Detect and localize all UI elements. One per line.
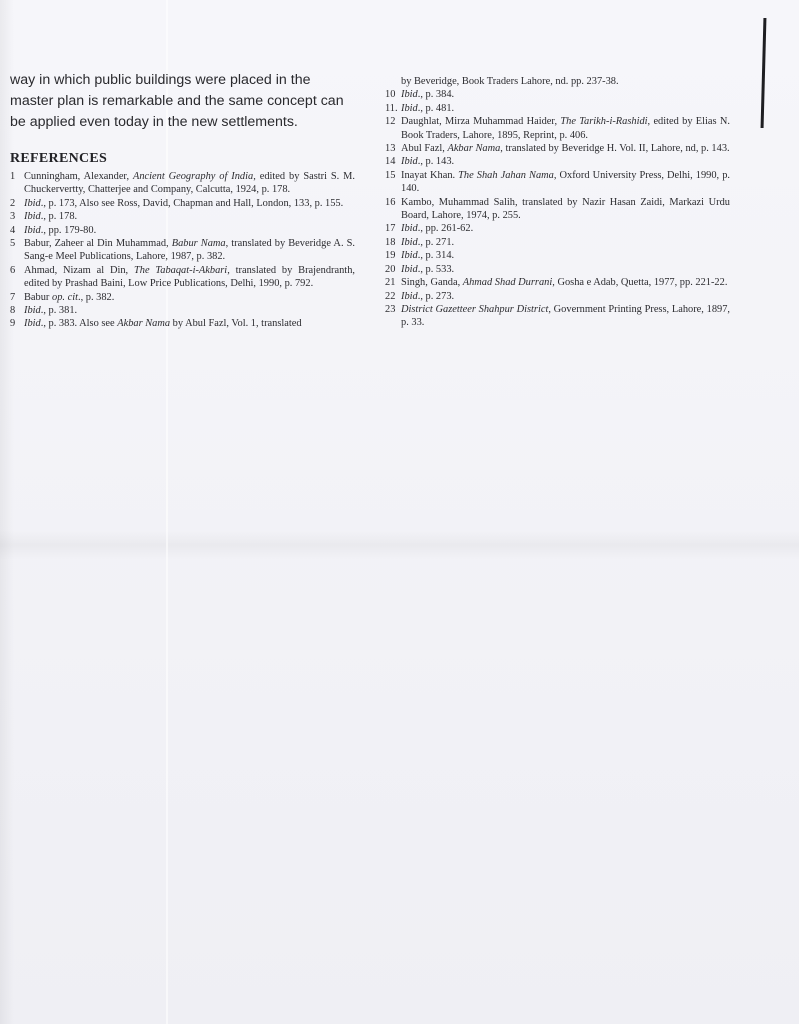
reference-number: 16: [385, 196, 396, 208]
reference-number: 10: [385, 89, 396, 101]
reference-item: [10, 291, 355, 304]
reference-title: Ibid: [401, 156, 418, 168]
reference-item: [385, 236, 730, 249]
reference-text: ., p. 178.: [40, 211, 78, 223]
reference-title: Akbar Nama: [447, 143, 501, 155]
reference-number: 6: [10, 264, 16, 276]
reference-text: Cunningham, Alexander,: [24, 171, 133, 182]
intro-line: way in which public buildings were placed in the: [10, 72, 311, 88]
reference-item: [385, 303, 730, 330]
reference-item: [10, 197, 355, 210]
reference-text: ., pp. 179-80.: [40, 224, 97, 236]
reference-number: 13: [385, 143, 396, 155]
reference-number: 18: [385, 236, 396, 248]
reference-title: Ancient Geography of India: [132, 171, 254, 182]
reference-text: , Oxford University Press, Delhi, 1990, p. 140.: [401, 169, 730, 195]
reference-text: ., p. 143.: [417, 156, 455, 168]
reference-title: Ibid: [401, 290, 418, 302]
reference-text: ., p. 384.: [417, 89, 455, 101]
reference-item: [10, 224, 355, 237]
reference-number: 5: [10, 238, 16, 250]
reference-item: [385, 196, 730, 223]
reference-text: ., p. 382.: [77, 291, 115, 303]
reference-text: ., p. 383. Also see: [40, 318, 118, 330]
reference-continuation: by Beveridge, Book Traders Lahore, nd. pp. 237-38.: [401, 76, 619, 87]
reference-title: Akbar Nama: [117, 318, 171, 330]
reference-number: 14: [385, 156, 396, 168]
reference-title: District Gazetteer Shahpur District: [401, 303, 549, 315]
reference-text: Kambo, Muhammad Salih, translated by Nazir Hasan Zaidi, Markazi Urdu Board, Lahore, 1974, p. 255.: [401, 196, 730, 222]
intro-paragraph: [10, 70, 355, 133]
reference-number: 21: [385, 277, 396, 289]
reference-title: Babur Nama: [171, 238, 226, 250]
reference-title: The Tabaqat-i-Akbari: [133, 264, 228, 276]
reference-text: , Government Printing Press, Lahore, 1897, p. 33.: [401, 303, 730, 329]
reference-item: [385, 115, 730, 142]
reference-text: , translated by Beveridge H. Vol. II, Lahore, nd, p. 143.: [500, 143, 730, 155]
reference-title: Ibid: [401, 236, 418, 248]
reference-text: ., p. 173, Also see Ross, David, Chapman and Hall, London, 133, p. 155.: [40, 197, 344, 209]
intro-line: be applied even today in the new settlements.: [10, 114, 298, 130]
reference-text: Inayat Khan.: [401, 169, 459, 181]
reference-item: [10, 170, 355, 197]
reference-item: [385, 276, 730, 289]
reference-text: ., p. 273.: [417, 290, 455, 302]
reference-text: Singh, Ganda,: [401, 277, 463, 289]
reference-list-left: [10, 170, 355, 331]
reference-item: [385, 142, 730, 155]
reference-number: 9: [10, 318, 16, 330]
reference-item: [385, 222, 730, 235]
reference-title: Ibid: [24, 211, 41, 223]
reference-text: Babur, Zaheer al Din Muhammad,: [24, 238, 172, 250]
reference-title: The Tarikh-i-Rashidi: [560, 116, 648, 128]
reference-title: Ibid: [24, 305, 41, 317]
reference-text: , translated by Beveridge A. S. Sang-e Meel Publications, Lahore, 1987, p. 382.: [24, 238, 355, 263]
reference-text: ., p. 533.: [417, 263, 455, 275]
reference-title: op. cit: [52, 291, 78, 303]
reference-text: Daughlat, Mirza Muhammad Haider,: [401, 116, 561, 128]
reference-item: [385, 88, 730, 101]
reference-text: by Abul Fazl, Vol. 1, translated: [170, 318, 302, 330]
reference-text: , edited by Elias N. Book Traders, Lahore, 1895, Reprint, p. 406.: [401, 116, 730, 141]
reference-item: [10, 210, 355, 223]
reference-number: 23: [385, 303, 396, 315]
reference-title: Ibid: [401, 263, 418, 275]
reference-text: ., p. 314.: [417, 250, 455, 262]
reference-number: 8: [10, 305, 16, 317]
reference-item: [385, 263, 730, 276]
reference-title: Ibid: [24, 318, 41, 330]
reference-title: Ibid: [401, 89, 418, 101]
reference-text: , Gosha e Adab, Quetta, 1977, pp. 221-22.: [552, 277, 728, 289]
reference-number: 2: [10, 197, 16, 209]
references-heading: REFERENCES: [10, 151, 108, 166]
reference-text: ., p. 381.: [40, 305, 78, 317]
reference-item: [385, 169, 730, 196]
reference-number: 4: [10, 224, 16, 236]
reference-text: ., pp. 261-62.: [417, 223, 474, 235]
reference-number: 1: [10, 171, 16, 182]
reference-number: 3: [10, 211, 16, 223]
intro-line: master plan is remarkable and the same concept can: [10, 93, 344, 109]
right-column: [385, 75, 730, 330]
reference-item: [385, 102, 730, 115]
reference-title: Ibid: [24, 224, 41, 236]
reference-text: Ahmad, Nizam al Din,: [24, 264, 134, 276]
reference-text: , translated by Brajendranth, edited by Prashad Baini, Low Price Publications, Delhi, 1990, p. 792.: [24, 264, 355, 290]
reference-list-right: [385, 88, 730, 329]
reference-item: [385, 290, 730, 303]
reference-title: Ibid: [401, 102, 418, 114]
reference-number: 22: [385, 290, 396, 302]
scan-edge-mark: [761, 18, 767, 128]
reference-number: 17: [385, 223, 396, 235]
reference-item: [10, 304, 355, 317]
reference-title: Ahmad Shad Durrani: [462, 277, 553, 289]
reference-item: [385, 249, 730, 262]
reference-number: 12: [385, 116, 396, 128]
reference-text: ., p. 481.: [417, 102, 455, 114]
reference-text: Abul Fazl,: [401, 143, 448, 155]
left-column: [10, 70, 355, 331]
reference-text: , edited by Sastri S. M. Chuckervertty, Chatterjee and Company, Calcutta, 1924, p. 178.: [24, 171, 356, 196]
reference-text: Babur: [24, 291, 52, 303]
reference-title: Ibid: [401, 250, 418, 262]
reference-title: Ibid: [24, 197, 41, 209]
reference-item: [10, 317, 355, 330]
reference-item: [10, 237, 355, 264]
reference-title: The Shah Jahan Nama: [458, 169, 554, 181]
reference-number: 15: [385, 169, 396, 181]
reference-number: 11.: [385, 102, 398, 114]
reference-title: Ibid: [401, 223, 418, 235]
reference-number: 20: [385, 263, 396, 275]
reference-item: [385, 155, 730, 168]
reference-number: 19: [385, 250, 396, 262]
reference-text: ., p. 271.: [417, 236, 455, 248]
reference-item: [10, 264, 355, 291]
reference-number: 7: [10, 291, 16, 303]
